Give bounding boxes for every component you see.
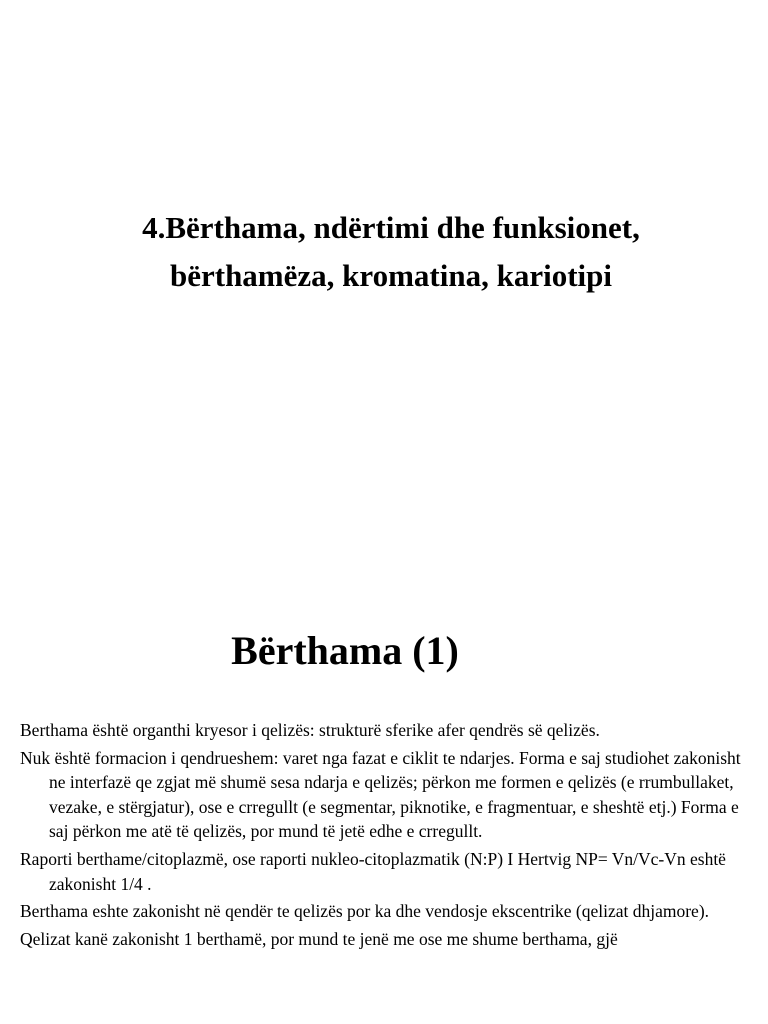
paragraph-4: Berthama eshte zakonisht në qendër te qelizës por ka dhe vendosje ekscentrike (qelizat dhjamore).: [20, 901, 710, 922]
paragraph-2: Nuk është formacion i qendrueshem: varet nga fazat e ciklit te ndarjes. Forma e saj studiohet zakonisht ne interfazë qe zgjat më shumë sesa ndarja e qelizës; përkon me formen e qelizës (e rrumbullaket, vezake, e stërgjatur), ose e crregullt (e segmentar, piknotike, e fragmentuar, e sheshtë etj.) Forma e saj përkon me atë të qelizës, por mund të jetë edhe e crregullt.: [20, 747, 741, 842]
slide-title: [0, 204, 768, 300]
paragraph-5: Qelizat kanë zakonisht 1 berthamë, por mund te jenë me ose me shume berthama, gjë: [20, 928, 618, 949]
slide-title-line-1: 4.Bërthama, ndërtimi dhe funksionet,: [142, 210, 640, 245]
paragraph-3: Raporti berthame/citoplazmë, ose raporti nukleo-citoplazmatik (N:P) I Hertvig NP= Vn/Vc-Vn eshtë zakonisht 1/4 .: [20, 848, 726, 894]
paragraph-1: Berthama është organthi kryesor i qelizës: strukturë sferike afer qendrës së qelizës.: [20, 720, 600, 740]
section-heading: Bërthama (1): [231, 628, 459, 673]
paragraph-list: [20, 718, 760, 954]
slide-title-line-2: bërthamëza, kromatina, kariotipi: [169, 258, 612, 293]
